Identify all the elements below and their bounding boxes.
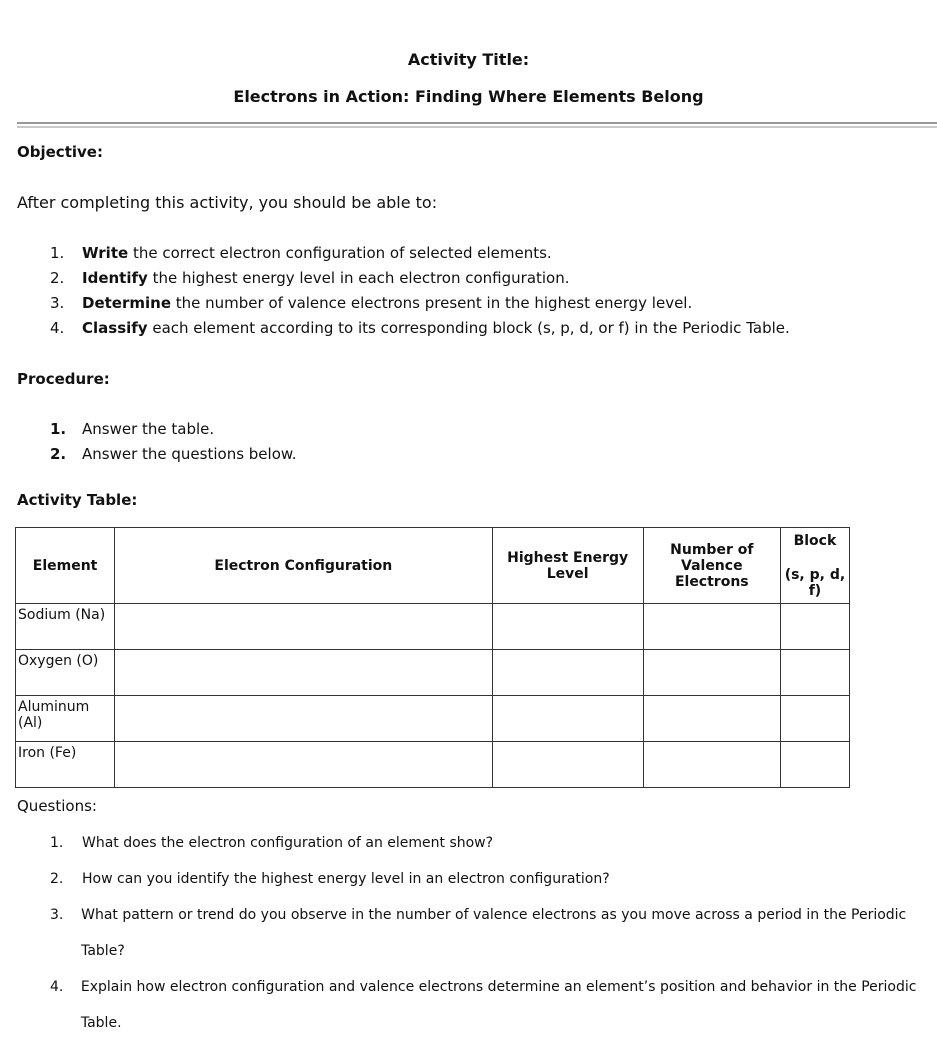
list-item: 1. Answer the table.: [50, 420, 215, 438]
block-input-cell[interactable]: [780, 650, 849, 696]
config-input-cell[interactable]: [115, 742, 492, 788]
header-block: Block (s, p, d, f): [780, 528, 849, 604]
valence-input-cell[interactable]: [643, 604, 780, 650]
objective-label: Objective:: [17, 143, 103, 161]
questions-label: Questions:: [17, 797, 97, 815]
config-input-cell[interactable]: [115, 696, 492, 742]
table-row: [16, 696, 850, 742]
energy-input-cell[interactable]: [492, 742, 643, 788]
energy-input-cell[interactable]: [492, 696, 643, 742]
questions-list: [50, 825, 930, 1041]
valence-input-cell[interactable]: [643, 696, 780, 742]
activity-title: Electrons in Action: Finding Where Elements Belong: [233, 87, 704, 106]
element-cell: Sodium (Na): [16, 604, 115, 650]
procedure-label: Procedure:: [17, 370, 110, 388]
header-highest-energy-level: Highest Energy Level: [492, 528, 643, 604]
list-item: 1. What does the electron configuration of an element show?: [50, 835, 494, 851]
list-item: 3. What pattern or trend do you observe in the number of valence electrons as you move across a period in the Periodic Table?: [50, 907, 907, 959]
activity-table-label: Activity Table:: [17, 491, 138, 509]
activity-title-label: Activity Title:: [407, 50, 530, 69]
energy-input-cell[interactable]: [492, 604, 643, 650]
list-item: 2. Answer the questions below.: [50, 445, 297, 463]
block-input-cell[interactable]: [780, 696, 849, 742]
header-element: Element: [16, 528, 115, 604]
list-item: 3. Determine the number of valence electrons present in the highest energy level.: [50, 294, 693, 312]
element-cell: Aluminum (Al): [16, 696, 115, 742]
procedure-list: [50, 417, 750, 467]
element-cell: Oxygen (O): [16, 650, 115, 696]
block-input-cell[interactable]: [780, 604, 849, 650]
list-item: 4. Classify each element according to its corresponding block (s, p, d, or f) in the Periodic Table.: [50, 319, 790, 337]
header-electron-configuration: Electron Configuration: [115, 528, 492, 604]
table-header-row: [16, 528, 850, 604]
header-divider: [17, 122, 937, 128]
activity-table: [15, 527, 850, 788]
config-input-cell[interactable]: [115, 604, 492, 650]
list-item: 2. Identify the highest energy level in each electron configuration.: [50, 269, 570, 287]
valence-input-cell[interactable]: [643, 742, 780, 788]
config-input-cell[interactable]: [115, 650, 492, 696]
objective-intro: After completing this activity, you should be able to:: [17, 193, 438, 212]
energy-input-cell[interactable]: [492, 650, 643, 696]
table-row: [16, 742, 850, 788]
header-valence-electrons: Number of Valence Electrons: [643, 528, 780, 604]
element-cell: Iron (Fe): [16, 742, 115, 788]
objective-list: [50, 241, 930, 341]
list-item: 4. Explain how electron configuration and valence electrons determine an element’s position and behavior in the Periodic Table.: [50, 979, 917, 1031]
block-input-cell[interactable]: [780, 742, 849, 788]
list-item: 1. Write the correct electron configuration of selected elements.: [50, 244, 552, 262]
table-row: [16, 650, 850, 696]
valence-input-cell[interactable]: [643, 650, 780, 696]
table-row: [16, 604, 850, 650]
list-item: 2. How can you identify the highest energy level in an electron configuration?: [50, 871, 610, 887]
